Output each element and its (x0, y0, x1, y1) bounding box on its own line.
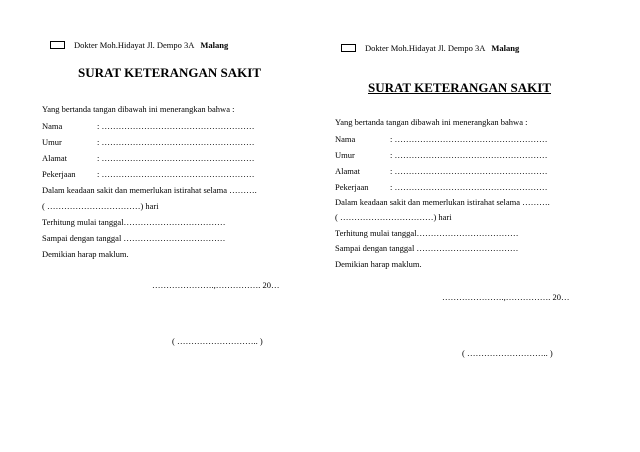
field-label: Pekerjaan (42, 169, 76, 179)
field-label: Umur (42, 137, 62, 147)
days-text: ( ……………………………) hari (335, 212, 452, 222)
end-date-text: Sampai dengan tanggal ……………………………… (42, 233, 226, 243)
logo-box-icon (50, 41, 65, 49)
intro-text: Yang bertanda tangan dibawah ini menerangkan bahwa : (335, 117, 528, 127)
field-label: Pekerjaan (335, 182, 369, 192)
letterhead-text: Dokter Moh.Hidayat Jl. Dempo 3A (365, 43, 486, 53)
date-place-line: ………………….,……………. 20… (152, 280, 280, 290)
statement-text: Dalam keadaan sakit dan memerlukan istirahat selama ………. (42, 185, 257, 195)
start-date-text: Terhitung mulai tanggal……………………………… (335, 228, 519, 238)
field-label: Nama (335, 134, 356, 144)
letterhead-city: Malang (200, 40, 229, 50)
logo-box-icon (341, 44, 356, 52)
closing-text: Demikian harap maklum. (335, 259, 422, 269)
intro-text: Yang bertanda tangan dibawah ini menerangkan bahwa : (42, 104, 235, 114)
signature-line: ( ……………………….. ) (462, 348, 553, 358)
field-value: : ……………………………………………… (390, 182, 548, 192)
field-value: : ……………………………………………… (97, 137, 255, 147)
field-value: : ……………………………………………… (390, 150, 548, 160)
document-title: SURAT KETERANGAN SAKIT (78, 65, 262, 80)
days-text: ( ……………………………) hari (42, 201, 159, 211)
field-value: : ……………………………………………… (390, 134, 548, 144)
field-value: : ……………………………………………… (97, 153, 255, 163)
field-label: Alamat (335, 166, 361, 176)
field-value: : ……………………………………………… (390, 166, 548, 176)
signature-line: ( ……………………….. ) (172, 336, 263, 346)
statement-text: Dalam keadaan sakit dan memerlukan istirahat selama ………. (335, 197, 550, 207)
closing-text: Demikian harap maklum. (42, 249, 129, 259)
end-date-text: Sampai dengan tanggal ……………………………… (335, 243, 519, 253)
field-value: : ……………………………………………… (97, 169, 255, 179)
field-label: Umur (335, 150, 355, 160)
start-date-text: Terhitung mulai tanggal……………………………… (42, 217, 226, 227)
letterhead (50, 40, 228, 50)
field-label: Nama (42, 121, 63, 131)
letterhead (341, 43, 519, 53)
letterhead-text: Dokter Moh.Hidayat Jl. Dempo 3A (74, 40, 195, 50)
field-value: : ……………………………………………… (97, 121, 255, 131)
letterhead-city: Malang (491, 43, 520, 53)
field-label: Alamat (42, 153, 68, 163)
date-place-line: ………………….,……………. 20… (442, 292, 570, 302)
right-certificate (322, 0, 640, 452)
document-title: SURAT KETERANGAN SAKIT (368, 80, 552, 95)
